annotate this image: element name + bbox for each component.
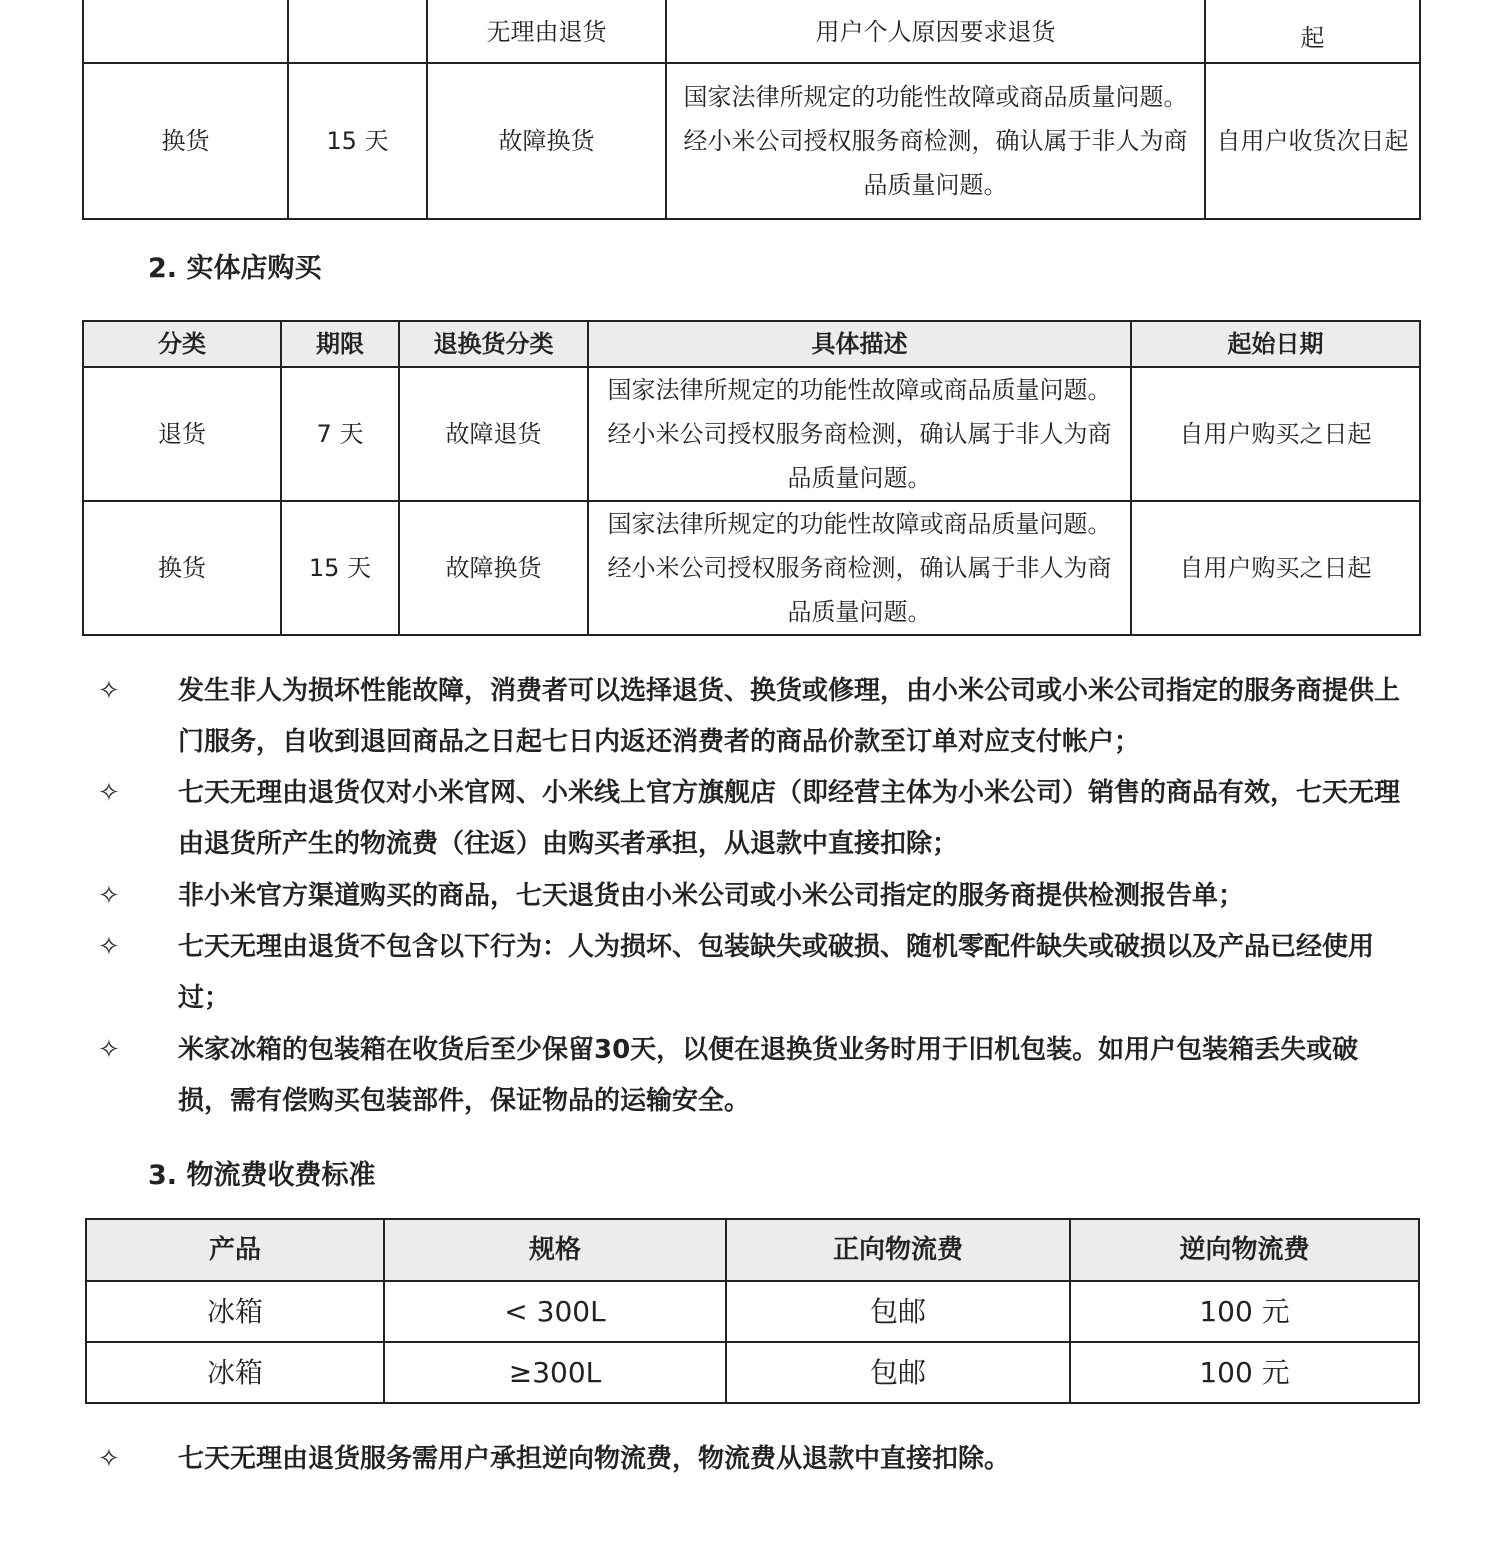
type-cell: 故障换货	[427, 63, 666, 219]
column-header: 退换货分类	[399, 321, 588, 367]
forward-fee-cell: 包邮	[726, 1281, 1070, 1342]
logistics-fee-table	[85, 1218, 1420, 1404]
diamond-bullet-icon: ✧	[98, 932, 120, 962]
category-cell: 换货	[83, 63, 288, 219]
diamond-bullet-icon: ✧	[98, 881, 120, 911]
period-cell: 15 天	[288, 63, 427, 219]
column-header: 规格	[384, 1219, 726, 1281]
period-cell: 7 天	[281, 367, 399, 501]
description-cell: 国家法律所规定的功能性故障或商品质量问题。经小米公司授权服务商检测，确认属于非人为商品质量问题。	[666, 63, 1205, 219]
column-header: 分类	[83, 321, 281, 367]
type-cell: 无理由退货	[427, 0, 666, 63]
table-row	[83, 501, 1420, 635]
diamond-bullet-icon: ✧	[98, 778, 120, 808]
column-header: 逆向物流费	[1070, 1219, 1419, 1281]
type-cell: 故障换货	[399, 501, 588, 635]
table-header-row	[83, 321, 1420, 367]
start-date-cell: 起	[1205, 0, 1420, 63]
column-header: 期限	[281, 321, 399, 367]
store-purchase-table	[82, 320, 1421, 636]
bullet-text: 七天无理由退货仅对小米官网、小米线上官方旗舰店（即经营主体为小米公司）销售的商品有效，七天无理由退货所产生的物流费（往返）由购买者承担，从退款中直接扣除；	[178, 778, 1401, 859]
reverse-fee-cell: 100 元	[1070, 1281, 1419, 1342]
start-date-cell: 自用户收货次日起	[1205, 63, 1420, 219]
bullet-text: 非小米官方渠道购买的商品，七天退货由小米公司或小米公司指定的服务商提供检测报告单；	[178, 881, 1245, 911]
bullet-text: 七天无理由退货服务需用户承担逆向物流费，物流费从退款中直接扣除。	[178, 1444, 1011, 1474]
section-heading-store-purchase: 2. 实体店购买	[148, 253, 322, 284]
category-cell: 退货	[83, 367, 281, 501]
column-header: 起始日期	[1131, 321, 1420, 367]
table-row	[86, 1342, 1419, 1403]
table-row	[83, 63, 1420, 219]
diamond-bullet-icon: ✧	[98, 1444, 120, 1474]
policy-bullet	[98, 871, 1408, 922]
diamond-bullet-icon: ✧	[98, 1035, 120, 1065]
column-header: 产品	[86, 1219, 384, 1281]
spec-cell: < 300L	[384, 1281, 726, 1342]
policy-bullet	[98, 666, 1408, 768]
type-cell: 故障退货	[399, 367, 588, 501]
policy-bullet	[98, 922, 1408, 1024]
bullet-text: 七天无理由退货不包含以下行为：人为损坏、包装缺失或破损、随机零配件缺失或破损以及产品已经使用过；	[178, 932, 1375, 1013]
bullet-text: 发生非人为损坏性能故障，消费者可以选择退货、换货或修理，由小米公司或小米公司指定的服务商提供上门服务，自收到退回商品之日起七日内返还消费者的商品价款至订单对应支付帐户；	[178, 676, 1401, 757]
spec-cell: ≥300L	[384, 1342, 726, 1403]
policy-bullet-final-note	[98, 1434, 1408, 1485]
description-cell: 国家法律所规定的功能性故障或商品质量问题。经小米公司授权服务商检测，确认属于非人为商品质量问题。	[588, 501, 1131, 635]
policy-bullet	[98, 1025, 1408, 1127]
forward-fee-cell: 包邮	[726, 1342, 1070, 1403]
reverse-fee-cell: 100 元	[1070, 1342, 1419, 1403]
start-date-cell: 自用户购买之日起	[1131, 501, 1420, 635]
start-date-cell: 自用户购买之日起	[1131, 367, 1420, 501]
product-cell: 冰箱	[86, 1342, 384, 1403]
category-cell: 换货	[83, 501, 281, 635]
table-header-row	[86, 1219, 1419, 1281]
table-row	[83, 367, 1420, 501]
column-header: 具体描述	[588, 321, 1131, 367]
period-cell: 15 天	[281, 501, 399, 635]
period-cell	[288, 0, 427, 63]
section-heading-logistics-fees: 3. 物流费收费标准	[148, 1160, 376, 1191]
table-row	[83, 0, 1420, 63]
return-policy-table-continued	[82, 0, 1421, 220]
description-cell: 用户个人原因要求退货	[666, 0, 1205, 63]
policy-bullet	[98, 768, 1408, 870]
diamond-bullet-icon: ✧	[98, 676, 120, 706]
category-cell	[83, 0, 288, 63]
product-cell: 冰箱	[86, 1281, 384, 1342]
bullet-text: 米家冰箱的包装箱在收货后至少保留30天，以便在退换货业务时用于旧机包装。如用户包装箱丢失或破损，需有偿购买包装部件，保证物品的运输安全。	[178, 1035, 1359, 1116]
column-header: 正向物流费	[726, 1219, 1070, 1281]
description-cell: 国家法律所规定的功能性故障或商品质量问题。经小米公司授权服务商检测，确认属于非人为商品质量问题。	[588, 367, 1131, 501]
table-row	[86, 1281, 1419, 1342]
